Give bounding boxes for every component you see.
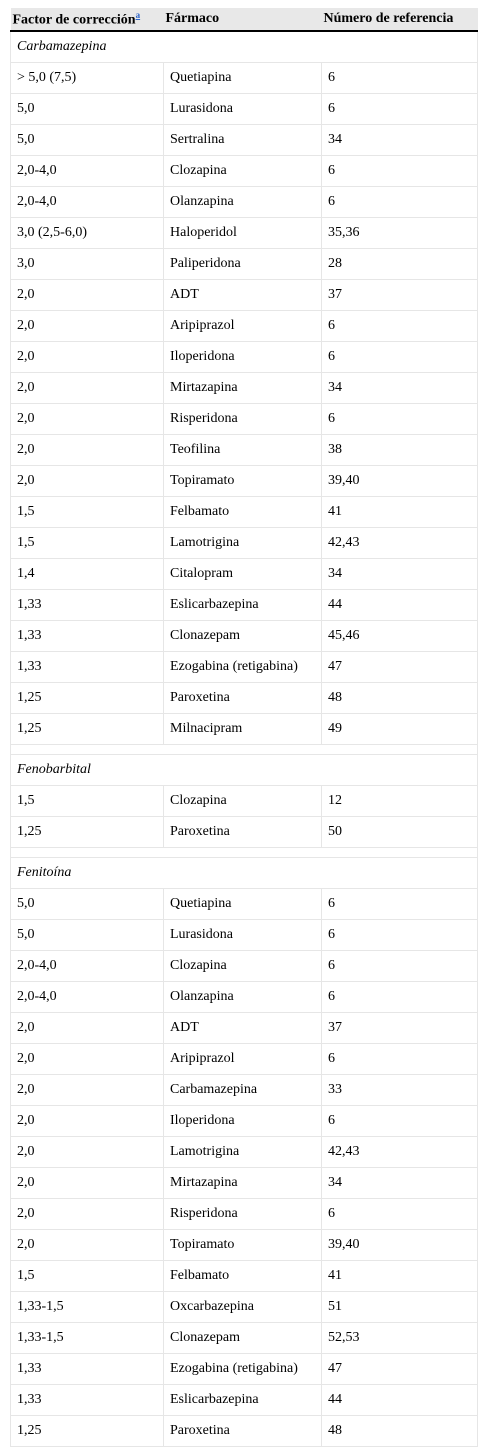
cell-factor: 1,33 [11, 1354, 164, 1385]
table-row [11, 786, 478, 817]
table-row [11, 280, 478, 311]
table-row [11, 156, 478, 187]
cell-drug: Teofilina [164, 435, 322, 466]
cell-factor: 1,25 [11, 714, 164, 745]
cell-factor: 5,0 [11, 125, 164, 156]
cell-reference: 6 [322, 1199, 478, 1230]
header-factor [11, 8, 164, 31]
cell-factor: 1,5 [11, 528, 164, 559]
table-row [11, 714, 478, 745]
table-body [11, 31, 478, 1447]
table-row [11, 590, 478, 621]
cell-drug: Risperidona [164, 404, 322, 435]
group-spacer [11, 848, 478, 858]
cell-drug: Mirtazapina [164, 373, 322, 404]
cell-reference: 39,40 [322, 1230, 478, 1261]
cell-reference: 42,43 [322, 1137, 478, 1168]
table-row [11, 187, 478, 218]
cell-drug: Clonazepam [164, 1323, 322, 1354]
cell-drug: Olanzapina [164, 982, 322, 1013]
header-reference: Número de referencia [322, 8, 478, 31]
cell-factor: 2,0 [11, 1044, 164, 1075]
table-row [11, 373, 478, 404]
cell-reference: 48 [322, 683, 478, 714]
cell-reference: 34 [322, 373, 478, 404]
cell-drug: Oxcarbazepina [164, 1292, 322, 1323]
cell-factor: 2,0-4,0 [11, 951, 164, 982]
table-row [11, 1261, 478, 1292]
cell-factor: 2,0 [11, 1075, 164, 1106]
cell-reference: 45,46 [322, 621, 478, 652]
cell-reference: 50 [322, 817, 478, 848]
cell-drug: Felbamato [164, 497, 322, 528]
spacer-cell [11, 745, 478, 755]
cell-factor: 1,33-1,5 [11, 1292, 164, 1323]
header-row [11, 8, 478, 31]
cell-drug: Lurasidona [164, 920, 322, 951]
cell-reference: 44 [322, 590, 478, 621]
cell-drug: Olanzapina [164, 187, 322, 218]
cell-reference: 51 [322, 1292, 478, 1323]
cell-reference: 6 [322, 1044, 478, 1075]
cell-factor: 1,33-1,5 [11, 1323, 164, 1354]
cell-drug: Paroxetina [164, 683, 322, 714]
cell-factor: > 5,0 (7,5) [11, 63, 164, 94]
cell-factor: 2,0 [11, 1106, 164, 1137]
cell-drug: Clozapina [164, 786, 322, 817]
cell-factor: 2,0 [11, 280, 164, 311]
group-name: Carbamazepina [11, 31, 478, 63]
table-row [11, 1075, 478, 1106]
cell-reference: 33 [322, 1075, 478, 1106]
cell-factor: 1,4 [11, 559, 164, 590]
table-row [11, 1137, 478, 1168]
table-row [11, 342, 478, 373]
table-row [11, 435, 478, 466]
cell-factor: 1,33 [11, 621, 164, 652]
cell-factor: 1,33 [11, 652, 164, 683]
table-row [11, 311, 478, 342]
cell-drug: Quetiapina [164, 63, 322, 94]
table-row [11, 63, 478, 94]
cell-factor: 5,0 [11, 889, 164, 920]
cell-factor: 2,0 [11, 1199, 164, 1230]
table-row [11, 94, 478, 125]
cell-reference: 6 [322, 951, 478, 982]
cell-factor: 1,33 [11, 1385, 164, 1416]
cell-factor: 2,0-4,0 [11, 982, 164, 1013]
table-row [11, 1013, 478, 1044]
table-row [11, 1199, 478, 1230]
cell-factor: 2,0 [11, 342, 164, 373]
cell-factor: 2,0 [11, 435, 164, 466]
cell-reference: 6 [322, 63, 478, 94]
table-row [11, 1230, 478, 1261]
cell-reference: 6 [322, 404, 478, 435]
cell-factor: 2,0-4,0 [11, 187, 164, 218]
cell-reference: 39,40 [322, 466, 478, 497]
table-header [11, 8, 478, 31]
cell-drug: Topiramato [164, 466, 322, 497]
group-header-row [11, 858, 478, 889]
cell-drug: ADT [164, 280, 322, 311]
cell-drug: Quetiapina [164, 889, 322, 920]
cell-reference: 47 [322, 652, 478, 683]
cell-factor: 2,0-4,0 [11, 156, 164, 187]
table-row [11, 982, 478, 1013]
group-name: Fenobarbital [11, 755, 478, 786]
cell-drug: Topiramato [164, 1230, 322, 1261]
table-row [11, 1106, 478, 1137]
cell-reference: 6 [322, 156, 478, 187]
cell-factor: 3,0 (2,5-6,0) [11, 218, 164, 249]
cell-factor: 2,0 [11, 466, 164, 497]
cell-drug: Felbamato [164, 1261, 322, 1292]
table-row [11, 817, 478, 848]
cell-drug: Paroxetina [164, 817, 322, 848]
cell-factor: 2,0 [11, 1230, 164, 1261]
table-row [11, 1292, 478, 1323]
cell-factor: 2,0 [11, 404, 164, 435]
cell-drug: Lamotrigina [164, 1137, 322, 1168]
table-row [11, 1044, 478, 1075]
cell-drug: Eslicarbazepina [164, 1385, 322, 1416]
cell-reference: 35,36 [322, 218, 478, 249]
cell-drug: Aripiprazol [164, 1044, 322, 1075]
header-factor-label: Factor de corrección [12, 12, 136, 28]
cell-reference: 6 [322, 187, 478, 218]
table-row [11, 1354, 478, 1385]
cell-reference: 48 [322, 1416, 478, 1447]
cell-reference: 37 [322, 280, 478, 311]
table-row [11, 466, 478, 497]
footnote-link[interactable]: a [135, 9, 141, 20]
cell-factor: 1,5 [11, 786, 164, 817]
cell-drug: Milnacipram [164, 714, 322, 745]
cell-drug: Lamotrigina [164, 528, 322, 559]
cell-drug: Carbamazepina [164, 1075, 322, 1106]
cell-reference: 34 [322, 1168, 478, 1199]
group-header-row [11, 755, 478, 786]
cell-reference: 41 [322, 497, 478, 528]
cell-reference: 41 [322, 1261, 478, 1292]
table-row [11, 497, 478, 528]
correction-factor-table [10, 8, 478, 1447]
cell-reference: 47 [322, 1354, 478, 1385]
cell-reference: 6 [322, 889, 478, 920]
cell-factor: 2,0 [11, 373, 164, 404]
table-row [11, 652, 478, 683]
cell-factor: 2,0 [11, 311, 164, 342]
group-header-row [11, 31, 478, 63]
cell-drug: Clozapina [164, 951, 322, 982]
group-spacer [11, 745, 478, 755]
cell-drug: Ezogabina (retigabina) [164, 652, 322, 683]
cell-reference: 38 [322, 435, 478, 466]
cell-factor: 1,25 [11, 683, 164, 714]
table-row [11, 1385, 478, 1416]
cell-reference: 44 [322, 1385, 478, 1416]
cell-factor: 1,25 [11, 817, 164, 848]
group-name: Fenitoína [11, 858, 478, 889]
cell-drug: Mirtazapina [164, 1168, 322, 1199]
cell-drug: Aripiprazol [164, 311, 322, 342]
table-row [11, 889, 478, 920]
cell-drug: Lurasidona [164, 94, 322, 125]
table-row [11, 1416, 478, 1447]
cell-drug: Citalopram [164, 559, 322, 590]
cell-reference: 42,43 [322, 528, 478, 559]
header-drug: Fármaco [164, 8, 322, 31]
cell-factor: 2,0 [11, 1013, 164, 1044]
cell-factor: 1,25 [11, 1416, 164, 1447]
cell-reference: 6 [322, 94, 478, 125]
table-row [11, 559, 478, 590]
correction-factor-table-container [10, 8, 477, 1447]
cell-reference: 6 [322, 311, 478, 342]
cell-reference: 52,53 [322, 1323, 478, 1354]
cell-factor: 3,0 [11, 249, 164, 280]
cell-factor: 2,0 [11, 1168, 164, 1199]
table-row [11, 951, 478, 982]
cell-factor: 1,5 [11, 1261, 164, 1292]
table-row [11, 249, 478, 280]
cell-reference: 6 [322, 1106, 478, 1137]
table-row [11, 404, 478, 435]
cell-factor: 5,0 [11, 920, 164, 951]
table-row [11, 920, 478, 951]
cell-drug: Clozapina [164, 156, 322, 187]
cell-factor: 2,0 [11, 1137, 164, 1168]
table-row [11, 1168, 478, 1199]
cell-drug: Iloperidona [164, 1106, 322, 1137]
cell-reference: 12 [322, 786, 478, 817]
cell-drug: Paliperidona [164, 249, 322, 280]
spacer-cell [11, 848, 478, 858]
cell-reference: 28 [322, 249, 478, 280]
table-row [11, 528, 478, 559]
cell-drug: Ezogabina (retigabina) [164, 1354, 322, 1385]
cell-factor: 1,5 [11, 497, 164, 528]
cell-reference: 6 [322, 920, 478, 951]
cell-reference: 34 [322, 559, 478, 590]
cell-reference: 34 [322, 125, 478, 156]
cell-drug: Sertralina [164, 125, 322, 156]
table-row [11, 621, 478, 652]
cell-drug: Paroxetina [164, 1416, 322, 1447]
cell-factor: 1,33 [11, 590, 164, 621]
cell-drug: Risperidona [164, 1199, 322, 1230]
cell-reference: 37 [322, 1013, 478, 1044]
cell-drug: ADT [164, 1013, 322, 1044]
table-row [11, 218, 478, 249]
table-row [11, 125, 478, 156]
table-row [11, 683, 478, 714]
cell-reference: 49 [322, 714, 478, 745]
cell-drug: Clonazepam [164, 621, 322, 652]
cell-reference: 6 [322, 982, 478, 1013]
cell-factor: 5,0 [11, 94, 164, 125]
table-row [11, 1323, 478, 1354]
cell-drug: Haloperidol [164, 218, 322, 249]
cell-drug: Iloperidona [164, 342, 322, 373]
cell-reference: 6 [322, 342, 478, 373]
cell-drug: Eslicarbazepina [164, 590, 322, 621]
